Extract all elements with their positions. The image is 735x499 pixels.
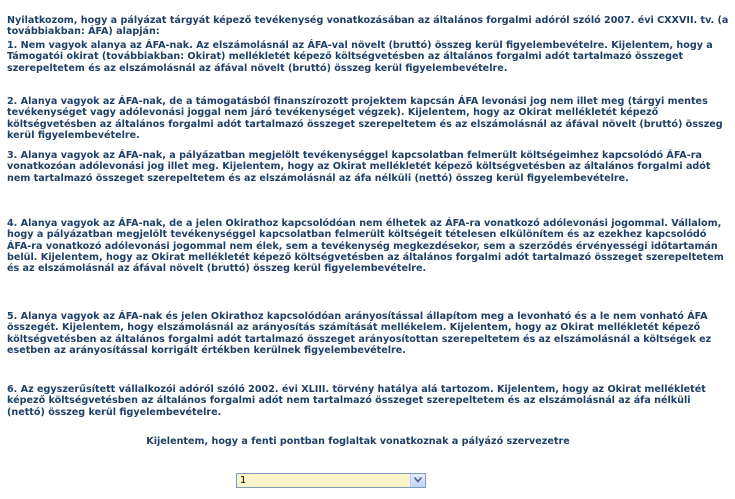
option-4-text: 4. Alanya vagyok az ÁFA-nak, de a jelen Okirathoz kapcsolódóan nem élhetek az ÁFA-ra vonatkozó adólevonási jogommal. Vállalom, hogy a pályázatban megjelölt tevékenységgel kapcsolatban felmerült költségeit tételesen elkülönítem és az ezekhez kapcsolódó ÁFA-ra vonatkozó adólevonási jogommal nem élek, sem a tevékenység megkezdésekor, sem a szerződés érvényességi időtartamán belül. Kijelentem, hogy az Okirat mellékletét képező költségvetésben az általános forgalmi adót tartalmazó összeget szerepeltetem és az elszámolásnál az áfával növelt (bruttó) összeg kerül figyelembevételre.	[7, 218, 724, 275]
chevron-down-icon	[414, 477, 422, 483]
option-1-text: 1. Nem vagyok alanya az ÁFA-nak. Az elszámolásnál az ÁFA-val növelt (bruttó) összeg kerül figyelembevételre. Kijelentem, hogy a Támogatói okirat (továbbiakban: Okirat) mellékletét képező költségvetésben az általános forgalmi adót tartalmazó összeget szerepeltetem és az elszámolásnál az áfával növelt (bruttó) összeg kerül figyelembevételre.	[7, 40, 713, 74]
option-2-text: 2. Alanya vagyok az ÁFA-nak, de a támogatásból finanszírozott projektem kapcsán ÁFA levonási jog nem illet meg (tárgyi mentes tevékenységet vagy adólevonási joggal nem járó tevékenységet végzek). Kijelentem, hogy az Okirat mellékletét képező költségvetésben az általános forgalmi adót tartalmazó összeget szerepeltetem és az elszámolásnál az áfával növelt (bruttó) összeg kerül figyelembevételre.	[7, 96, 723, 141]
select-dropdown-button[interactable]	[410, 474, 425, 487]
declaration-text: Kijelentem, hogy a fenti pontban foglaltak vonatkoznak a pályázó szervezetre	[146, 436, 570, 447]
option-6-text: 6. Az egyszerűsített vállalkozói adóról szóló 2002. évi XLIII. törvény hatálya alá tartozom. Kijelentem, hogy az Okirat mellékletét képező költségvetésben az általános forgalmi adót nem tartalmazó összeget szerepeltetem és az elszámolásnál az áfa nélküli (nettó) összeg kerül figyelembevételre.	[7, 384, 706, 418]
intro-text: Nyilatkozom, hogy a pályázat tárgyát képező tevékenység vonatkozásában az általános forgalmi adóról szóló 2007. évi CXXVII. tv. (a továbbiakban: ÁFA) alapján:	[7, 15, 729, 38]
vat-option-select[interactable]	[236, 473, 426, 488]
select-value: 1	[240, 475, 247, 486]
option-5-text: 5. Alanya vagyok az ÁFA-nak és jelen Okirathoz kapcsolódóan arányosítással állapítom meg a levonható és a le nem vonható ÁFA összegét. Kijelentem, hogy elszámolásnál az arányosítás számítását mellékelem. Kijelentem, hogy az Okirat mellékletét képező költségvetésben az általános forgalmi adót tartalmazó összeget arányosítottan szerepeltetem és az elszámolásnál a költségek ez esetben az arányosítással korrigált értékben kerülnek figyelembevételre.	[7, 311, 712, 356]
option-3-text: 3. Alanya vagyok az ÁFA-nak, a pályázatban megjelölt tevékenységgel kapcsolatban felmerült költségeimhez kapcsolódó ÁFA-ra vonatkozóan adólevonási jog illet meg. Kijelentem, hogy az Okirat mellékletét képező költségvetésben az általános forgalmi adót nem tartalmazó összeget szerepeltetem és az elszámolásnál az áfa nélküli (nettó) összeg kerül figyelembevételre.	[7, 150, 711, 184]
